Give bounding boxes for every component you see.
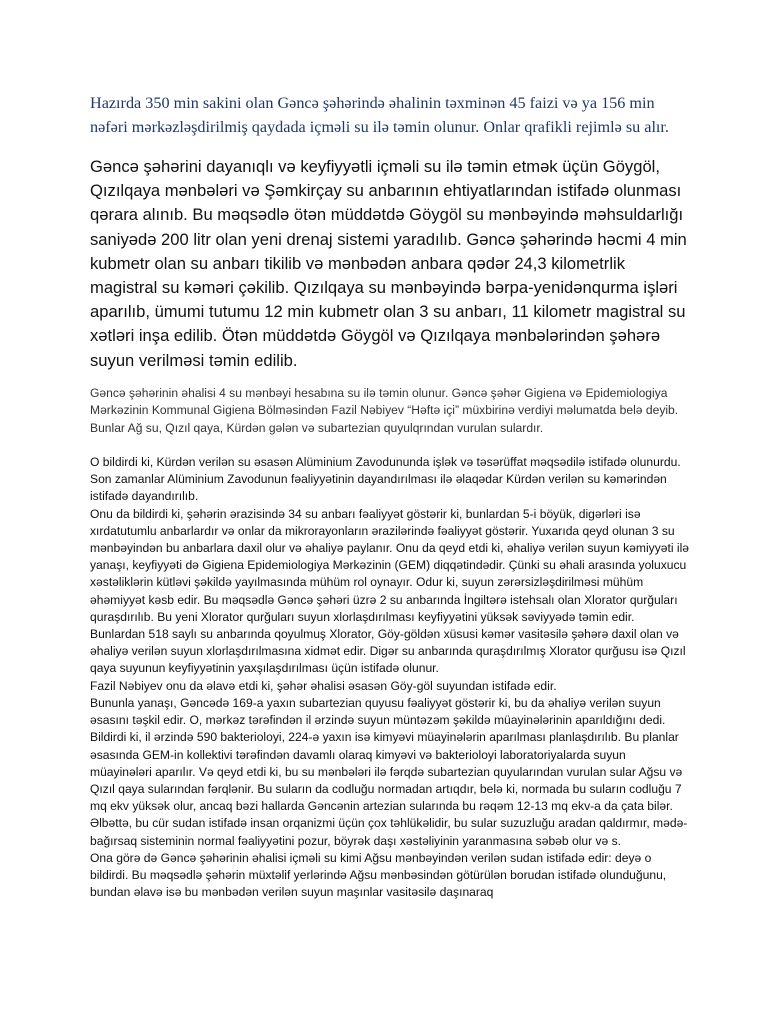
body-paragraph: Fazil Nəbiyev onu da əlavə etdi ki, şəhər əhalisi əsasən Göy-göl suyundan istifadə edir. xyxy=(90,678,557,693)
intro-paragraph: Hazırda 350 min sakini olan Gəncə şəhərində əhalinin təxminən 45 faizi və ya 156 min nəfəri mərkəzləşdirilmiş qaydada içməli su ilə təmin olunur. Onlar qrafikli rejimlə su alır. xyxy=(90,94,669,136)
paragraph-gap xyxy=(90,437,690,454)
summary-paragraph: Gəncə şəhərinin əhalisi 4 su mənbəyi hesabına su ilə təmin olunur. Gəncə şəhər Gigiena və Epidemiologiya Mərkəzinin Kommunal Gigiena Bölməsindən Fazil Nəbiyev “Həftə içi” müxbirinə verdiyi məlumatda belə deyib. Bunlar Ağ su, Qızıl qaya, Kürdən gələn və subartezian quyulqrından vurulan sulardır. xyxy=(90,385,679,435)
body-paragraph: Bunlardan 518 saylı su anbarında qoyulmuş Xlorator, Göy-göldən xüsusi kəmər vasitəsilə şəhərə daxil olan və əhaliyə verilən suyun xlorlaşdırılmasına xidmət edir. Digər su anbarında quraşdırılmış Xlorator qurğusu isə Qızıl qaya suyunun keyfiyyətinin yaxşılaşdırılması üçün istifadə olunur. xyxy=(90,627,686,676)
body-paragraph: Bununla yanaşı, Gəncədə 169-a yaxın subartezian quyusu fəaliyyət göstərir ki, bu da əhaliyə verilən suyun əsasını təşkil edir. O, mərkəz tərəfindən il ərzində suyun müntəzəm şəkildə müayinələrinin aparıldığını dedi. Bildirdi ki, il ərzində 590 bakterioloyi, 224-ə yaxın isə kimyəvi müayinələrin aparılması planlaşdırılıb. Bu planlar əsasında GEM-in kollektivi tərəfindən davamlı olaraq kimyəvi və bakterioloyi laboratoriyalarda suyun müayinələri aparılır. Və qeyd etdi ki, bu su mənbələri ilə fərqdə subartezian quyularından vurulan sular Ağsu və Qızıl qaya sularından fərqlənir. Bu suların da codluğu normadan artıqdır, belə ki, normada bu suların codluğu 7 mq ekv yüksək olur, ancaq bəzi hallarda Gəncənin artezian sularında bu rəqəm 12-13 mq ekv-a da çata bilər. Əlbəttə, bu cür sudan istifadə insan orqanizmi üçün çox təhlükəlidir, bu sular suzuzluğu aradan qaldırmır, mədə-bağırsaq sisteminin normal fəaliyyətini pozur, böyrək daşı xəstəliyinin yaranmasına səbəb olur və s. xyxy=(90,695,688,848)
body-paragraph: O bildirdi ki, Kürdən verilən su əsasən Alüminium Zavodununda işlək və təsərüffat məqsədilə istifadə olunurdu. Son zamanlar Alüminium Zavodunun fəaliyyətinin dayandırılması ilə əlaqədar Kürdən verilən su kəmərindən istifadə dayandırılıb. xyxy=(90,455,681,504)
body-paragraph: Ona görə də Gəncə şəhərinin əhalisi içməli su kimi Ağsu mənbəyindən verilən sudan istifadə edir: deyə o bildirdi. Bu məqsədlə şəhərin müxtəlif yerlərində Ağsu mənbəsindən götürülən borudan istifadə olunduğunu, bundan əlavə isə bu mənbədən verilən suyun maşınlar vasitəsilə daşınaraq xyxy=(90,850,667,900)
body-paragraph: Onu da bildirdi ki, şəhərin ərazisində 34 su anbarı fəaliyyət göstərir ki, bunlardan 5-i böyük, digərləri isə xırdatutumlu anbarlardır və onlar da mikrorayonların ərazilərində fəaliyyət göstərir. Yuxarıda qeyd olunan 3 su mənbəyindən bu anbarlara daxil olur və əhaliyə paylanır. Onu da qeyd etdi ki, əhaliyə verilən suyun kəmiyyəti ilə yanaşı, keyfiyyəti də Gigiena Epidemiologiya Mərkəzinin (GEM) diqqətindədir. Çünki su əhali arasında yoluxucu xəstəliklərin kütləvi şəkildə yayılmasında mühüm rol oynayır. Odur ki, suyun zərərsizləşdirilməsi mühüm əhəmiyyət kəsb edir. Bu məqsədlə Gəncə şəhəri üzrə 2 su anbarında İngiltərə istehsalı olan Xlorator qurğuları quraşdırılıb. Bu yeni Xlorator qurğuları suyun xlorlaşdırılması keyfiyyətini yüksək səviyyədə təmin edir. xyxy=(90,506,689,624)
document-page xyxy=(90,92,690,901)
body-text xyxy=(90,454,690,901)
lead-paragraph: Gəncə şəhərini dayanıqlı və keyfiyyətli içməli su ilə təmin etmək üçün Göygöl, Qızılqaya mənbələri və Şəmkirçay su anbarının ehtiyatlarından istifadə olunması qərara alınıb. Bu məqsədlə ötən müddətdə Göygöl su mənbəyində məhsuldarlığı saniyədə 200 litr olan yeni drenaj sistemi yaradılıb. Gəncə şəhərində həcmi 4 min kubmetr olan su anbarı tikilib və mənbədən anbara qədər 24,3 kilometrlik magistral su kəməri çəkilib. Qızılqaya su mənbəyində bərpa-yenidənqurma işləri aparılıb, ümumi tutumu 12 min kubmetr olan 3 su anbarı, 11 kilometr magistral su xətləri inşa edilib. Ötən müddətdə Göygöl və Qızılqaya mənbələrindən şəhərə suyun verilməsi təmin edilib. xyxy=(90,157,687,370)
